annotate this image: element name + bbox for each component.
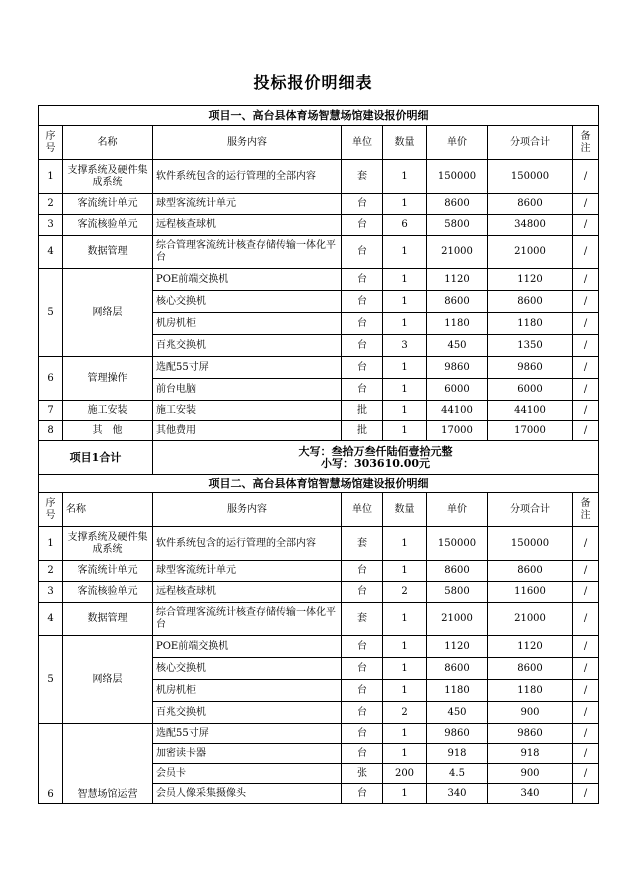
page-title: 投标报价明细表 xyxy=(253,73,373,92)
qty-cell: 200 xyxy=(383,764,427,784)
price-cell: 8600 xyxy=(427,561,488,582)
name-cell: 其 他 xyxy=(63,421,153,441)
content-cell: 前台电脑 xyxy=(153,379,342,401)
price-cell: 1120 xyxy=(427,636,488,658)
total-lower: 小写：303610.00元 xyxy=(320,456,431,470)
content-cell: 百兆交换机 xyxy=(153,702,342,724)
content-cell: 机房机柜 xyxy=(153,680,342,702)
qty-cell: 1 xyxy=(383,313,427,335)
unit-cell: 台 xyxy=(342,582,383,603)
name-cell: 客流统计单元 xyxy=(63,561,153,582)
price-cell: 6000 xyxy=(427,379,488,401)
table-row xyxy=(39,527,599,561)
remark-cell: / xyxy=(573,236,599,269)
name-cell: 支撑系统及硬件集成系统 xyxy=(63,160,153,194)
price-cell: 1180 xyxy=(427,680,488,702)
seq-cell: 4 xyxy=(39,236,63,269)
subtotal-cell: 1120 xyxy=(488,636,573,658)
price-cell: 17000 xyxy=(427,421,488,441)
name-cell: 客流核验单元 xyxy=(63,215,153,236)
unit-cell: 台 xyxy=(342,215,383,236)
remark-cell: / xyxy=(573,379,599,401)
qty-cell: 2 xyxy=(383,702,427,724)
seq-cell: 7 xyxy=(39,401,63,421)
content-cell: 其他费用 xyxy=(153,421,342,441)
content-cell: 核心交换机 xyxy=(153,291,342,313)
remark-cell: / xyxy=(573,421,599,441)
name-cell: 客流核验单元 xyxy=(63,582,153,603)
subtotal-cell: 900 xyxy=(488,764,573,784)
total-upper: 大写：叁拾万叁仟陆佰壹拾元整 xyxy=(298,444,453,458)
table-row xyxy=(39,269,599,291)
col-seq-header: 序号 xyxy=(39,126,63,160)
col-name-header: 名称 xyxy=(63,493,153,527)
col-price-header: 单价 xyxy=(427,493,488,527)
qty-cell: 1 xyxy=(383,269,427,291)
section-1-header-row xyxy=(39,126,599,160)
col-content-header: 服务内容 xyxy=(153,126,342,160)
content-cell: 施工安装 xyxy=(153,401,342,421)
seq-cell: 5 xyxy=(39,636,63,724)
content-cell: POE前端交换机 xyxy=(153,269,342,291)
price-cell: 4.5 xyxy=(427,764,488,784)
unit-cell: 台 xyxy=(342,744,383,764)
price-cell: 21000 xyxy=(427,236,488,269)
price-cell: 44100 xyxy=(427,401,488,421)
col-qty-header: 数量 xyxy=(383,126,427,160)
qty-cell: 1 xyxy=(383,527,427,561)
qty-cell: 1 xyxy=(383,603,427,636)
remark-cell: / xyxy=(573,724,599,744)
remark-cell: / xyxy=(573,401,599,421)
qty-cell: 2 xyxy=(383,582,427,603)
unit-cell: 台 xyxy=(342,658,383,680)
unit-cell: 台 xyxy=(342,194,383,215)
name-cell: 支撑系统及硬件集成系统 xyxy=(63,527,153,561)
subtotal-cell: 9860 xyxy=(488,724,573,744)
seq-cell: 1 xyxy=(39,160,63,194)
remark-cell: / xyxy=(573,582,599,603)
unit-cell: 套 xyxy=(342,527,383,561)
price-cell: 340 xyxy=(427,784,488,804)
unit-cell: 台 xyxy=(342,784,383,804)
remark-cell: / xyxy=(573,269,599,291)
seq-cell: 2 xyxy=(39,561,63,582)
price-cell: 150000 xyxy=(427,527,488,561)
content-cell: 综合管理客流统计核查存储传输一体化平台 xyxy=(153,603,342,636)
subtotal-cell: 1180 xyxy=(488,680,573,702)
name-cell: 网络层 xyxy=(63,269,153,357)
price-cell: 9860 xyxy=(427,357,488,379)
col-price-header: 单价 xyxy=(427,126,488,160)
name-cell: 网络层 xyxy=(63,636,153,724)
subtotal-cell: 8600 xyxy=(488,658,573,680)
col-qty-header: 数量 xyxy=(383,493,427,527)
price-cell: 1180 xyxy=(427,313,488,335)
qty-cell: 1 xyxy=(383,291,427,313)
price-cell: 8600 xyxy=(427,291,488,313)
qty-cell: 1 xyxy=(383,784,427,804)
table-row xyxy=(39,401,599,421)
qty-cell: 1 xyxy=(383,561,427,582)
unit-cell: 台 xyxy=(342,313,383,335)
qty-cell: 1 xyxy=(383,160,427,194)
subtotal-cell: 11600 xyxy=(488,582,573,603)
table-row xyxy=(39,160,599,194)
content-cell: 软件系统包含的运行管理的全部内容 xyxy=(153,160,342,194)
unit-cell: 批 xyxy=(342,421,383,441)
table-row xyxy=(39,582,599,603)
name-cell: 数据管理 xyxy=(63,603,153,636)
table-row xyxy=(39,215,599,236)
content-cell: 远程核查球机 xyxy=(153,582,342,603)
subtotal-cell: 150000 xyxy=(488,527,573,561)
name-cell: 智慧场馆运营 xyxy=(63,724,153,804)
unit-cell: 张 xyxy=(342,764,383,784)
qty-cell: 1 xyxy=(383,744,427,764)
qty-cell: 3 xyxy=(383,335,427,357)
qty-cell: 1 xyxy=(383,236,427,269)
unit-cell: 批 xyxy=(342,401,383,421)
col-subtotal-header: 分项合计 xyxy=(488,493,573,527)
qty-cell: 1 xyxy=(383,658,427,680)
content-cell: 选配55寸屏 xyxy=(153,724,342,744)
col-remark-header: 备注 xyxy=(573,126,599,160)
unit-cell: 台 xyxy=(342,236,383,269)
unit-cell: 套 xyxy=(342,603,383,636)
subtotal-cell: 17000 xyxy=(488,421,573,441)
subtotal-cell: 1180 xyxy=(488,313,573,335)
subtotal-cell: 6000 xyxy=(488,379,573,401)
unit-cell: 台 xyxy=(342,561,383,582)
name-cell: 管理操作 xyxy=(63,357,153,401)
subtotal-cell: 1350 xyxy=(488,335,573,357)
seq-cell: 2 xyxy=(39,194,63,215)
content-cell: POE前端交换机 xyxy=(153,636,342,658)
qty-cell: 1 xyxy=(383,401,427,421)
qty-cell: 1 xyxy=(383,421,427,441)
remark-cell: / xyxy=(573,744,599,764)
unit-cell: 台 xyxy=(342,379,383,401)
remark-cell: / xyxy=(573,215,599,236)
table-row xyxy=(39,636,599,658)
section-2-title: 项目二、高台县体育馆智慧场馆建设报价明细 xyxy=(39,475,599,493)
content-cell: 软件系统包含的运行管理的全部内容 xyxy=(153,527,342,561)
subtotal-cell: 900 xyxy=(488,702,573,724)
unit-cell: 台 xyxy=(342,335,383,357)
col-seq-header: 序号 xyxy=(39,493,63,527)
price-cell: 450 xyxy=(427,702,488,724)
price-cell: 5800 xyxy=(427,215,488,236)
name-cell: 客流统计单元 xyxy=(63,194,153,215)
remark-cell: / xyxy=(573,636,599,658)
content-cell: 球型客流统计单元 xyxy=(153,561,342,582)
seq-cell: 8 xyxy=(39,421,63,441)
name-cell: 数据管理 xyxy=(63,236,153,269)
remark-cell: / xyxy=(573,357,599,379)
subtotal-cell: 34800 xyxy=(488,215,573,236)
quote-table xyxy=(38,105,599,804)
remark-cell: / xyxy=(573,160,599,194)
unit-cell: 台 xyxy=(342,724,383,744)
content-cell: 会员卡 xyxy=(153,764,342,784)
price-cell: 8600 xyxy=(427,194,488,215)
seq-cell: 5 xyxy=(39,269,63,357)
remark-cell: / xyxy=(573,335,599,357)
remark-cell: / xyxy=(573,194,599,215)
content-cell: 会员人像采集摄像头 xyxy=(153,784,342,804)
remark-cell: / xyxy=(573,603,599,636)
seq-cell: 4 xyxy=(39,603,63,636)
qty-cell: 1 xyxy=(383,194,427,215)
price-cell: 450 xyxy=(427,335,488,357)
remark-cell: / xyxy=(573,291,599,313)
qty-cell: 1 xyxy=(383,636,427,658)
subtotal-cell: 1120 xyxy=(488,269,573,291)
content-cell: 核心交换机 xyxy=(153,658,342,680)
price-cell: 21000 xyxy=(427,603,488,636)
total-row xyxy=(39,441,599,475)
qty-cell: 1 xyxy=(383,680,427,702)
content-cell: 综合管理客流统计核查存储传输一体化平台 xyxy=(153,236,342,269)
section-1-title: 项目一、高台县体育场智慧场馆建设报价明细 xyxy=(39,106,599,126)
seq-cell: 6 xyxy=(39,357,63,401)
remark-cell: / xyxy=(573,702,599,724)
unit-cell: 台 xyxy=(342,357,383,379)
subtotal-cell: 8600 xyxy=(488,561,573,582)
content-cell: 选配55寸屏 xyxy=(153,357,342,379)
table-row xyxy=(39,357,599,379)
subtotal-cell: 8600 xyxy=(488,291,573,313)
qty-cell: 1 xyxy=(383,724,427,744)
section-2-header-row xyxy=(39,493,599,527)
subtotal-cell: 918 xyxy=(488,744,573,764)
subtotal-cell: 21000 xyxy=(488,603,573,636)
unit-cell: 台 xyxy=(342,680,383,702)
price-cell: 150000 xyxy=(427,160,488,194)
total-amount-cell xyxy=(153,441,599,475)
qty-cell: 6 xyxy=(383,215,427,236)
content-cell: 百兆交换机 xyxy=(153,335,342,357)
subtotal-cell: 44100 xyxy=(488,401,573,421)
subtotal-cell: 9860 xyxy=(488,357,573,379)
unit-cell: 套 xyxy=(342,160,383,194)
total-label: 项目1合计 xyxy=(39,441,153,475)
price-cell: 8600 xyxy=(427,658,488,680)
col-subtotal-header: 分项合计 xyxy=(488,126,573,160)
col-content-header: 服务内容 xyxy=(153,493,342,527)
col-name-header: 名称 xyxy=(63,126,153,160)
remark-cell: / xyxy=(573,561,599,582)
content-cell: 加密读卡器 xyxy=(153,744,342,764)
table-row xyxy=(39,561,599,582)
seq-cell: 3 xyxy=(39,582,63,603)
price-cell: 5800 xyxy=(427,582,488,603)
unit-cell: 台 xyxy=(342,702,383,724)
subtotal-cell: 150000 xyxy=(488,160,573,194)
table-row xyxy=(39,603,599,636)
price-cell: 918 xyxy=(427,744,488,764)
seq-cell: 1 xyxy=(39,527,63,561)
table-row xyxy=(39,421,599,441)
qty-cell: 1 xyxy=(383,357,427,379)
seq-cell: 3 xyxy=(39,215,63,236)
subtotal-cell: 340 xyxy=(488,784,573,804)
remark-cell: / xyxy=(573,784,599,804)
unit-cell: 台 xyxy=(342,291,383,313)
remark-cell: / xyxy=(573,680,599,702)
table-row xyxy=(39,724,599,744)
remark-cell: / xyxy=(573,527,599,561)
table-row xyxy=(39,194,599,215)
remark-cell: / xyxy=(573,313,599,335)
remark-cell: / xyxy=(573,764,599,784)
col-remark-header: 备注 xyxy=(573,493,599,527)
subtotal-cell: 8600 xyxy=(488,194,573,215)
remark-cell: / xyxy=(573,658,599,680)
content-cell: 远程核查球机 xyxy=(153,215,342,236)
price-cell: 9860 xyxy=(427,724,488,744)
table-row xyxy=(39,236,599,269)
subtotal-cell: 21000 xyxy=(488,236,573,269)
unit-cell: 台 xyxy=(342,269,383,291)
price-cell: 1120 xyxy=(427,269,488,291)
col-unit-header: 单位 xyxy=(342,493,383,527)
seq-cell: 6 xyxy=(39,724,63,804)
qty-cell: 1 xyxy=(383,379,427,401)
content-cell: 机房机柜 xyxy=(153,313,342,335)
name-cell: 施工安装 xyxy=(63,401,153,421)
col-unit-header: 单位 xyxy=(342,126,383,160)
unit-cell: 台 xyxy=(342,636,383,658)
content-cell: 球型客流统计单元 xyxy=(153,194,342,215)
